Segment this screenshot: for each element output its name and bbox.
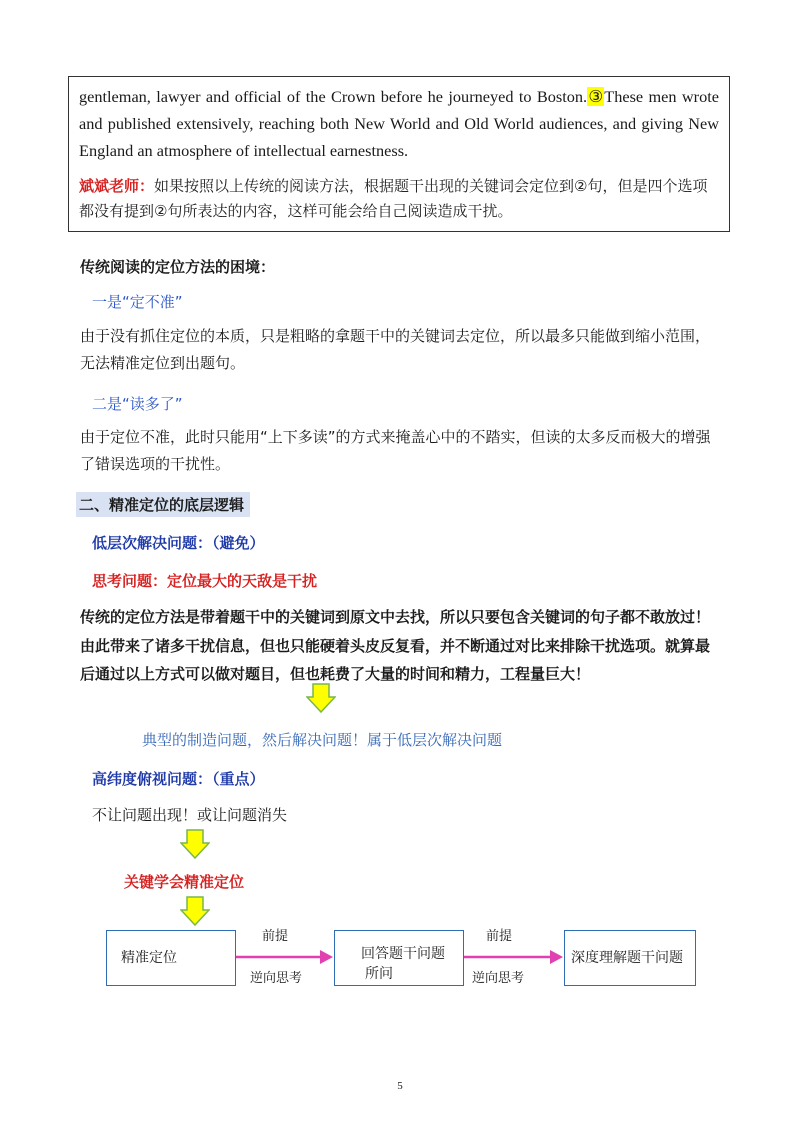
flow-box-precise-locating	[106, 930, 236, 986]
dilemma-heading: 传统阅读的定位方法的困境：	[80, 258, 276, 276]
excerpt-box	[68, 76, 730, 232]
flow-box-label: 深度理解题干问题	[571, 950, 683, 966]
down-arrow-icon	[306, 683, 336, 713]
low-level-heading: 低层次解决问题：（避免）	[92, 534, 265, 552]
typical-problem-text: 典型的制造问题，然后解决问题！属于低层次解决问题	[142, 731, 503, 749]
point2-text: 由于定位不准，此时只能用“上下多读”的方式来掩盖心中的不踏实，但读的太多反而极大的增强了错误选项的干扰性。	[80, 428, 711, 473]
high-level-heading: 高纬度俯视问题：（重点）	[92, 770, 265, 788]
prevent-problem-text: 不让问题出现！或让问题消失	[92, 806, 288, 824]
teacher-note-text: 如果按照以上传统的阅读方法，根据题干出现的关键词会定位到②句，但是四个选项都没有提到②句所表达的内容，这样可能会给自己阅读造成干扰。	[79, 177, 708, 220]
section-title: 二、精准定位的底层逻辑	[76, 492, 250, 517]
point1-text: 由于没有抓住定位的本质，只是粗略的拿题干中的关键词去定位，所以最多只能做到缩小范围，无法精准定位到出题句。	[80, 327, 711, 372]
right-arrow-icon	[464, 949, 564, 965]
flow-box-deep-understanding	[564, 930, 696, 986]
right-arrow-icon	[236, 949, 334, 965]
down-arrow-icon	[180, 829, 210, 859]
flow-box-label: 精准定位	[121, 950, 177, 966]
point1-title: 一是“定不准”	[92, 293, 183, 311]
teacher-label: 斌斌老师：	[79, 177, 155, 195]
excerpt-text	[79, 83, 719, 164]
page-number: 5	[397, 1080, 403, 1092]
flow-box-label: 回答题干问题	[361, 946, 445, 962]
flow-arrow-label-bottom: 逆向思考	[250, 971, 303, 986]
point2-title: 二是“读多了”	[92, 395, 183, 413]
key-text: 关键学会精准定位	[124, 873, 245, 891]
down-arrow-icon	[180, 896, 210, 926]
flow-arrow-label-bottom: 逆向思考	[472, 971, 525, 986]
sentence-marker: ③	[587, 87, 605, 106]
teacher-note	[79, 174, 719, 224]
traditional-method-paragraph: 传统的定位方法是带着题干中的关键词到原文中去找，所以只要包含关键词的句子都不敢放过！由此带来了诸多干扰信息，但也只能硬着头皮反复看，并不断通过对比来排除干扰选项。就算最后通过以上方式可以做对题目，但也耗费了大量的时间和精力，工程量巨大！	[80, 608, 711, 683]
excerpt-text-before: gentleman, lawyer and official of the Crown before he journeyed to Boston.	[79, 87, 588, 106]
excerpt-text-after: These men wrote and published extensively, reaching both New World and Old World audiences, and giving New England an atmosphere of intellectual earnestness.	[79, 87, 719, 160]
flow-box-label: 所问	[365, 966, 393, 982]
flow-arrow-label-top: 前提	[262, 929, 289, 944]
think-heading: 思考问题：定位最大的天敌是干扰	[92, 572, 318, 590]
flow-box-answer-question	[334, 930, 464, 986]
flow-arrow-label-top: 前提	[486, 929, 513, 944]
